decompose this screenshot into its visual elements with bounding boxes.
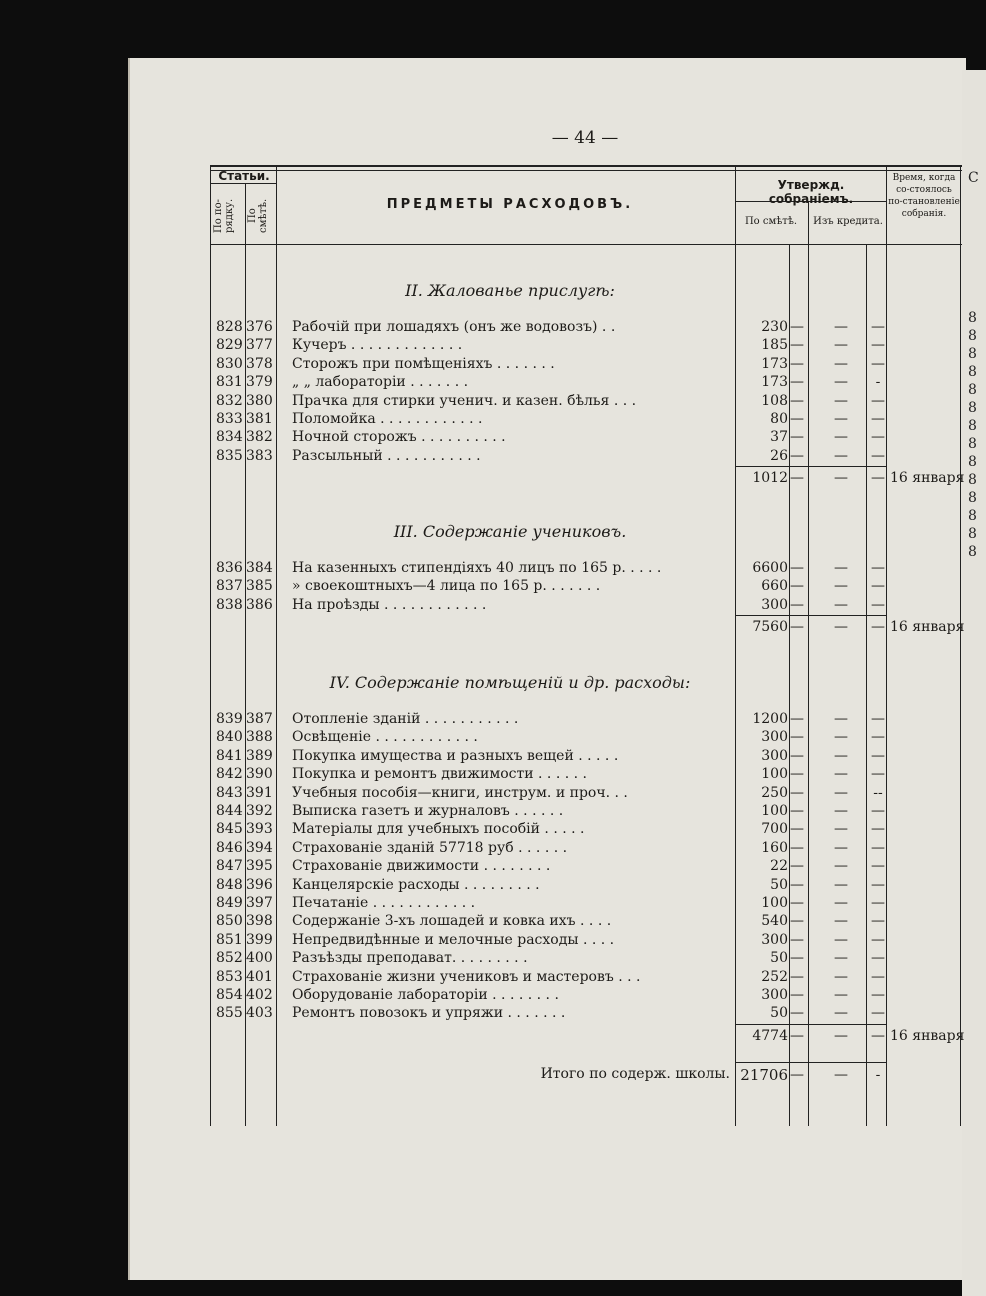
- table-row: [212, 392, 962, 410]
- header-approved: Утвержд. собраніемъ.: [768, 178, 854, 206]
- row-kopecks: —: [790, 711, 804, 727]
- header-by-order: По по-рядку.: [213, 198, 235, 234]
- row-credit: —: [834, 711, 848, 727]
- table-row: [212, 577, 962, 595]
- sum-credit: —: [834, 619, 848, 636]
- row-credit-kopecks: —: [871, 447, 885, 464]
- row-amount: 100: [761, 803, 788, 819]
- row-estimate-number: 393: [246, 821, 273, 838]
- row-kopecks: —: [790, 578, 804, 595]
- row-kopecks: —: [790, 803, 804, 819]
- row-description: Отопленіе зданій . . . . . . . . . . .: [292, 711, 519, 727]
- adjacent-page-char: 8: [968, 544, 977, 560]
- row-estimate-number: 402: [246, 987, 273, 1003]
- table-row: [212, 373, 962, 391]
- row-amount: 252: [761, 968, 788, 985]
- row-amount: 37: [770, 429, 788, 446]
- row-kopecks: —: [790, 1005, 804, 1022]
- row-credit: —: [834, 578, 848, 595]
- row-estimate-number: 381: [246, 411, 273, 427]
- adjacent-page-char: 8: [968, 346, 977, 362]
- sum-credit: —: [834, 470, 848, 487]
- row-description: Содержаніе 3-хъ лошадей и ковка ихъ . . . .: [292, 913, 612, 930]
- row-kopecks: —: [790, 821, 804, 838]
- row-credit-kopecks: —: [871, 931, 885, 948]
- table-row: [212, 912, 962, 930]
- row-credit-kopecks: —: [871, 858, 885, 875]
- row-order-number: 840: [216, 729, 243, 746]
- table-row: [212, 931, 962, 949]
- row-credit: —: [834, 747, 848, 764]
- row-credit: —: [834, 931, 848, 948]
- table-row: [212, 710, 962, 728]
- table-row: [212, 559, 962, 577]
- row-order-number: 844: [216, 803, 243, 819]
- articles-subrule: [210, 183, 276, 184]
- total-amount: 21706: [740, 1066, 788, 1084]
- row-amount: 300: [761, 931, 788, 948]
- table-row: [212, 820, 962, 838]
- row-description: » своекоштныхъ—4 лица по 165 р. . . . . . .: [292, 578, 601, 595]
- row-amount: 100: [761, 895, 788, 911]
- total-credit-kopecks: -: [875, 1067, 881, 1083]
- table-row: [212, 986, 962, 1004]
- col-rule-left: [210, 166, 211, 1126]
- row-credit-kopecks: —: [871, 968, 885, 985]
- sum-credit-kopecks: —: [871, 470, 885, 487]
- row-credit-kopecks: —: [871, 1005, 885, 1022]
- row-kopecks: —: [790, 447, 804, 464]
- row-description: Покупка и ремонтъ движимости . . . . . .: [292, 766, 587, 783]
- row-amount: 300: [761, 729, 788, 746]
- row-description: Матеріалы для учебныхъ пособій . . . . .: [292, 821, 585, 838]
- header-bottom-rule: [210, 244, 962, 245]
- row-description: „ „ лабораторіи . . . . . . .: [292, 374, 469, 391]
- row-order-number: 850: [216, 913, 243, 930]
- row-description: Печатаніе . . . . . . . . . . . .: [292, 895, 476, 911]
- table-row: [212, 596, 962, 614]
- row-credit: —: [834, 968, 848, 985]
- page-number: — 44 —: [551, 128, 619, 148]
- row-credit-kopecks: —: [871, 821, 885, 838]
- adjacent-page-char: 8: [968, 418, 977, 434]
- row-credit-kopecks: —: [871, 711, 885, 727]
- row-credit-kopecks: —: [871, 876, 885, 893]
- row-description: Покупка имущества и разныхъ вещей . . . . .: [292, 747, 619, 764]
- row-credit: —: [834, 803, 848, 819]
- row-kopecks: —: [790, 784, 804, 801]
- row-kopecks: —: [790, 392, 804, 409]
- total-credit: —: [834, 1067, 848, 1083]
- row-amount: 50: [770, 1005, 788, 1022]
- total-rule: [735, 1062, 887, 1063]
- row-kopecks: —: [790, 858, 804, 875]
- row-order-number: 841: [216, 747, 243, 764]
- row-estimate-number: 383: [246, 447, 273, 464]
- row-order-number: 855: [216, 1005, 243, 1022]
- row-credit: —: [834, 560, 848, 576]
- row-credit: —: [834, 429, 848, 446]
- row-credit-kopecks: --: [873, 784, 883, 801]
- row-order-number: 845: [216, 821, 243, 838]
- table-row: [212, 894, 962, 912]
- row-estimate-number: 394: [246, 839, 273, 856]
- table-row: [212, 428, 962, 446]
- row-description: Поломойка . . . . . . . . . . . .: [292, 411, 483, 427]
- row-credit: —: [834, 411, 848, 427]
- sum-credit-kopecks: —: [871, 619, 885, 636]
- row-order-number: 852: [216, 950, 243, 967]
- row-estimate-number: 401: [246, 968, 273, 985]
- header-articles: Статьи.: [218, 169, 270, 183]
- row-amount: 160: [761, 839, 788, 856]
- row-amount: 300: [761, 987, 788, 1003]
- row-kopecks: —: [790, 987, 804, 1003]
- row-kopecks: —: [790, 747, 804, 764]
- total-row: [212, 1066, 962, 1084]
- row-amount: 50: [770, 950, 788, 967]
- sum-rule: [735, 1024, 887, 1025]
- row-estimate-number: 389: [246, 747, 273, 764]
- row-description: Освѣщеніе . . . . . . . . . . . .: [292, 729, 478, 746]
- table-row: [212, 410, 962, 428]
- table-row: [212, 949, 962, 967]
- table-row: [212, 447, 962, 465]
- row-kopecks: —: [790, 931, 804, 948]
- row-credit: —: [834, 596, 848, 613]
- sum-date: 16 января: [890, 619, 965, 636]
- row-order-number: 836: [216, 560, 243, 576]
- row-credit: —: [834, 839, 848, 856]
- row-description: Прачка для стирки ученич. и казен. бѣлья . . .: [292, 392, 637, 409]
- adjacent-page-char: 8: [968, 382, 977, 398]
- table-row: [212, 876, 962, 894]
- row-order-number: 853: [216, 968, 243, 985]
- row-amount: 300: [761, 596, 788, 613]
- row-description: Канцелярскіе расходы . . . . . . . . .: [292, 876, 540, 893]
- table-row: [212, 355, 962, 373]
- row-credit-kopecks: —: [871, 729, 885, 746]
- header-time: Время, когда со-стоялось по-становленіе собранія.: [888, 173, 960, 219]
- row-estimate-number: 387: [246, 711, 273, 727]
- row-estimate-number: 382: [246, 429, 273, 446]
- row-estimate-number: 380: [246, 392, 273, 409]
- row-order-number: 828: [216, 319, 243, 335]
- header-from-credit: Изъ кредита.: [813, 216, 883, 227]
- row-amount: 1200: [752, 711, 788, 727]
- row-estimate-number: 390: [246, 766, 273, 783]
- row-estimate-number: 395: [246, 858, 273, 875]
- row-credit-kopecks: —: [871, 578, 885, 595]
- row-description: Выписка газетъ и журналовъ . . . . . .: [292, 803, 564, 819]
- row-amount: 185: [761, 337, 788, 354]
- table-row: [212, 968, 962, 986]
- sum-amount: 4774: [752, 1027, 788, 1044]
- adjacent-page-char: 8: [968, 490, 977, 506]
- row-kopecks: —: [790, 429, 804, 446]
- row-kopecks: —: [790, 374, 804, 391]
- header-items-title: ПРЕДМЕТЫ РАСХОДОВЪ.: [386, 197, 634, 212]
- row-credit: —: [834, 729, 848, 746]
- row-estimate-number: 397: [246, 895, 273, 911]
- row-credit-kopecks: —: [871, 950, 885, 967]
- adjacent-page-char: 8: [968, 508, 977, 524]
- table-row: [212, 1004, 962, 1022]
- row-order-number: 848: [216, 876, 243, 893]
- row-description: Страхованіе движимости . . . . . . . .: [292, 858, 551, 875]
- row-amount: 660: [761, 578, 788, 595]
- row-credit: —: [834, 821, 848, 838]
- row-amount: 6600: [752, 560, 788, 576]
- section-sum-row: [212, 618, 965, 636]
- row-credit: —: [834, 337, 848, 354]
- row-description: Страхованіе жизни учениковъ и мастеровъ . . .: [292, 968, 641, 985]
- row-credit: —: [834, 950, 848, 967]
- table-row: [212, 839, 962, 857]
- row-amount: 100: [761, 766, 788, 783]
- section-title: III. Содержаніе учениковъ.: [393, 522, 627, 541]
- row-amount: 26: [770, 447, 788, 464]
- row-credit: —: [834, 447, 848, 464]
- row-description: Рабочій при лошадяхъ (онъ же водовозъ) . .: [292, 319, 616, 335]
- row-description: Страхованіе зданій 57718 руб . . . . . .: [292, 839, 568, 856]
- table-row: [212, 857, 962, 875]
- row-description: Ночной сторожъ . . . . . . . . . .: [292, 429, 506, 446]
- row-order-number: 837: [216, 578, 243, 595]
- row-kopecks: —: [790, 968, 804, 985]
- adjacent-page-char: 8: [968, 526, 977, 542]
- row-credit-kopecks: —: [871, 766, 885, 783]
- row-credit-kopecks: —: [871, 803, 885, 819]
- sum-kopecks: —: [790, 1027, 804, 1044]
- sum-kopecks: —: [790, 619, 804, 636]
- row-kopecks: —: [790, 337, 804, 354]
- sum-amount: 1012: [752, 470, 788, 487]
- row-credit: —: [834, 858, 848, 875]
- row-kopecks: —: [790, 319, 804, 335]
- row-estimate-number: 399: [246, 931, 273, 948]
- row-description: Сторожъ при помѣщеніяхъ . . . . . . .: [292, 355, 555, 372]
- row-credit-kopecks: —: [871, 337, 885, 354]
- row-credit-kopecks: —: [871, 319, 885, 335]
- row-kopecks: —: [790, 766, 804, 783]
- row-order-number: 854: [216, 987, 243, 1003]
- total-label: Итого по содерж. школы.: [540, 1066, 730, 1082]
- adjacent-page-char: 8: [968, 454, 977, 470]
- row-estimate-number: 376: [246, 319, 273, 335]
- row-credit-kopecks: —: [871, 839, 885, 856]
- section-sum-row: [212, 1027, 965, 1045]
- row-credit-kopecks: —: [871, 596, 885, 613]
- row-credit: —: [834, 766, 848, 783]
- table-row: [212, 318, 962, 336]
- row-amount: 50: [770, 876, 788, 893]
- adjacent-page-char: 8: [968, 310, 977, 326]
- header-top-rule: [210, 165, 962, 167]
- row-amount: 300: [761, 747, 788, 764]
- header-by-estimate: По смѣтѣ.: [247, 198, 269, 234]
- row-order-number: 829: [216, 337, 243, 354]
- row-credit-kopecks: —: [871, 560, 885, 576]
- row-order-number: 833: [216, 411, 243, 427]
- row-estimate-number: 396: [246, 876, 273, 893]
- row-credit: —: [834, 784, 848, 801]
- row-amount: 22: [770, 858, 788, 875]
- row-order-number: 831: [216, 374, 243, 391]
- row-amount: 250: [761, 784, 788, 801]
- row-estimate-number: 384: [246, 560, 273, 576]
- table-row: [212, 336, 962, 354]
- row-credit: —: [834, 895, 848, 911]
- row-credit-kopecks: —: [871, 392, 885, 409]
- row-order-number: 849: [216, 895, 243, 911]
- sum-amount: 7560: [752, 619, 788, 636]
- row-amount: 80: [770, 411, 788, 427]
- header-top-rule-2: [210, 170, 962, 171]
- row-credit-kopecks: —: [871, 895, 885, 911]
- row-kopecks: —: [790, 355, 804, 372]
- row-kopecks: —: [790, 729, 804, 746]
- row-credit-kopecks: —: [871, 987, 885, 1003]
- row-amount: 173: [761, 355, 788, 372]
- adjacent-page-char: 8: [968, 436, 977, 452]
- row-estimate-number: 385: [246, 578, 273, 595]
- row-description: Непредвидѣнные и мелочные расходы . . . .: [292, 931, 615, 948]
- adjacent-page-char: 8: [968, 364, 977, 380]
- row-kopecks: —: [790, 876, 804, 893]
- section-sum-row: [212, 469, 965, 487]
- row-order-number: 851: [216, 931, 243, 948]
- row-order-number: 834: [216, 429, 243, 446]
- adjacent-page-char: 8: [968, 400, 977, 416]
- row-amount: 540: [761, 913, 788, 930]
- row-order-number: 832: [216, 392, 243, 409]
- row-kopecks: —: [790, 560, 804, 576]
- row-kopecks: —: [790, 839, 804, 856]
- section-title: II. Жалованье прислугѣ:: [405, 281, 615, 300]
- row-estimate-number: 379: [246, 374, 273, 391]
- row-amount: 173: [761, 374, 788, 391]
- table-row: [212, 747, 962, 765]
- row-kopecks: —: [790, 895, 804, 911]
- row-kopecks: —: [790, 950, 804, 967]
- row-description: На казенныхъ стипендіяхъ 40 лицъ по 165 р. . . . .: [292, 560, 662, 576]
- sum-date: 16 января: [890, 470, 965, 487]
- row-credit: —: [834, 987, 848, 1003]
- sum-rule: [735, 615, 887, 616]
- row-kopecks: —: [790, 913, 804, 930]
- adjacent-page-char: 8: [968, 328, 977, 344]
- row-credit-kopecks: —: [871, 411, 885, 427]
- row-order-number: 838: [216, 596, 243, 613]
- row-kopecks: —: [790, 596, 804, 613]
- row-credit-kopecks: —: [871, 747, 885, 764]
- row-estimate-number: 377: [246, 337, 273, 354]
- row-order-number: 835: [216, 447, 243, 464]
- row-description: Ремонтъ повозокъ и упряжи . . . . . . .: [292, 1005, 566, 1022]
- row-description: Кучеръ . . . . . . . . . . . . .: [292, 337, 463, 354]
- row-description: На проѣзды . . . . . . . . . . . .: [292, 596, 487, 613]
- row-amount: 108: [761, 392, 788, 409]
- row-estimate-number: 403: [246, 1005, 273, 1022]
- row-order-number: 843: [216, 784, 243, 801]
- header-by-estimate-col: По смѣтѣ.: [744, 216, 798, 227]
- table-row: [212, 784, 962, 802]
- row-estimate-number: 388: [246, 729, 273, 746]
- row-credit: —: [834, 374, 848, 391]
- row-estimate-number: 398: [246, 913, 273, 930]
- sum-credit: —: [834, 1027, 848, 1044]
- row-estimate-number: 386: [246, 596, 273, 613]
- row-order-number: 846: [216, 839, 243, 856]
- row-kopecks: —: [790, 411, 804, 427]
- row-credit-kopecks: —: [871, 355, 885, 372]
- row-amount: 700: [761, 821, 788, 838]
- row-estimate-number: 392: [246, 803, 273, 819]
- table-row: [212, 728, 962, 746]
- section-title: IV. Содержаніе помѣщеній и др. расходы:: [329, 673, 691, 692]
- row-credit: —: [834, 319, 848, 335]
- row-credit: —: [834, 1005, 848, 1022]
- row-credit-kopecks: -: [875, 374, 881, 391]
- sum-kopecks: —: [790, 470, 804, 487]
- row-order-number: 847: [216, 858, 243, 875]
- row-order-number: 842: [216, 766, 243, 783]
- row-order-number: 830: [216, 355, 243, 372]
- row-estimate-number: 391: [246, 784, 273, 801]
- row-description: Оборудованіе лабораторіи . . . . . . . .: [292, 987, 559, 1003]
- row-estimate-number: 378: [246, 355, 273, 372]
- table-row: [212, 765, 962, 783]
- row-credit: —: [834, 392, 848, 409]
- row-estimate-number: 400: [246, 950, 273, 967]
- row-description: Разсыльный . . . . . . . . . . .: [292, 447, 481, 464]
- row-order-number: 839: [216, 711, 243, 727]
- row-amount: 230: [761, 319, 788, 335]
- table-row: [212, 802, 962, 820]
- row-description: Учебныя пособія—книги, инструм. и проч. . .: [292, 784, 628, 801]
- adjacent-page-fragment: [962, 162, 986, 1062]
- sum-rule: [735, 466, 887, 467]
- row-credit-kopecks: —: [871, 429, 885, 446]
- row-credit-kopecks: —: [871, 913, 885, 930]
- adjacent-page-char: 8: [968, 472, 977, 488]
- row-credit: —: [834, 355, 848, 372]
- row-credit: —: [834, 913, 848, 930]
- row-credit: —: [834, 876, 848, 893]
- sum-date: 16 января: [890, 1027, 965, 1044]
- sum-credit-kopecks: —: [871, 1027, 885, 1044]
- total-kopecks: —: [790, 1067, 804, 1083]
- adjacent-page-char: С: [968, 170, 979, 186]
- row-description: Разъѣзды преподават. . . . . . . . .: [292, 950, 528, 967]
